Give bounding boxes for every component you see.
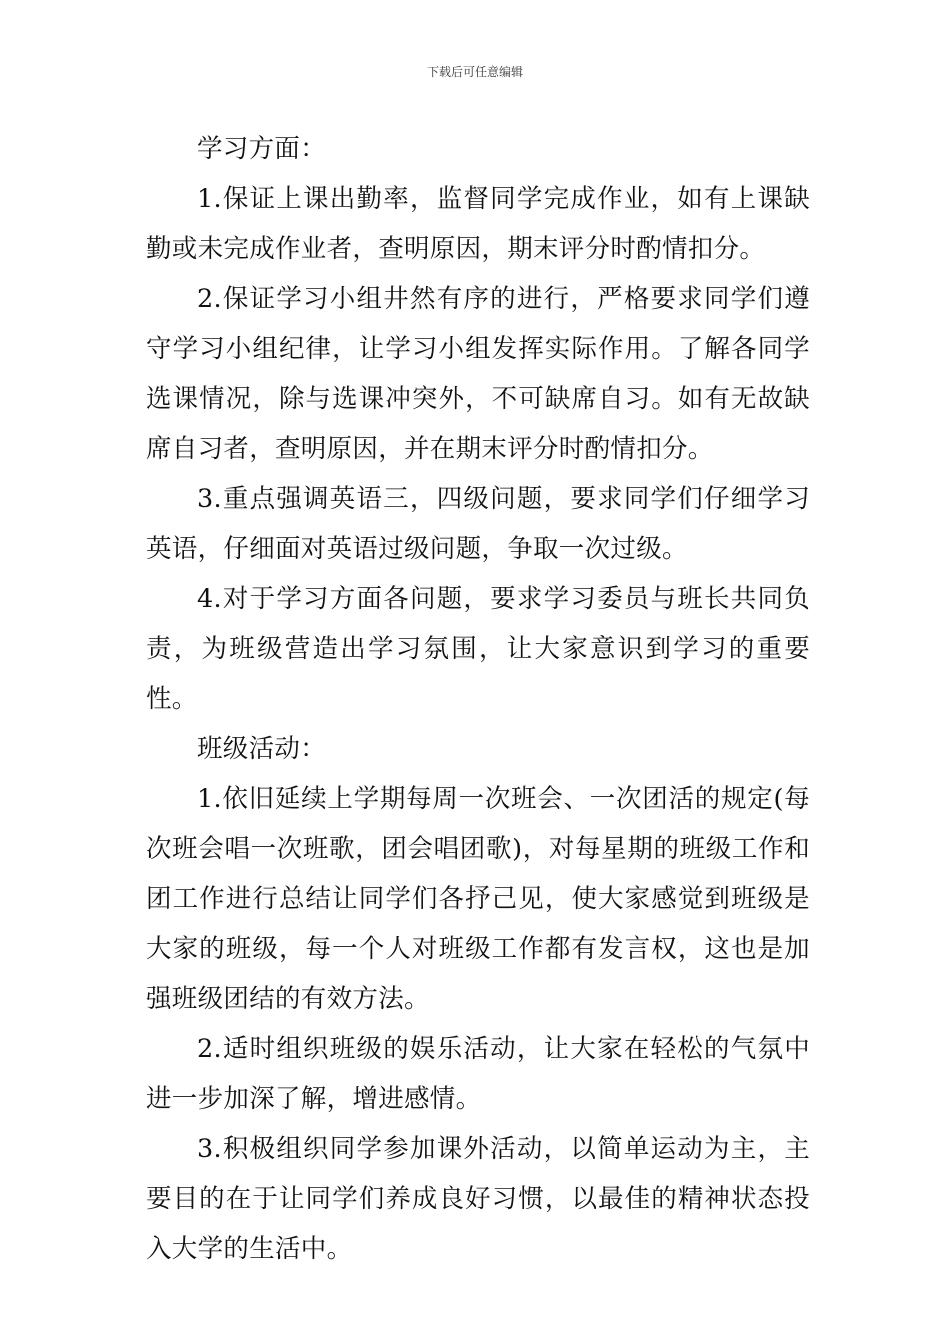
section-heading-study: 学习方面： [197,134,327,164]
page-header: 下载后可任意编辑 [426,65,523,79]
activity-item-1: 1.依旧延续上学期每周一次班会、一次团活的规定(每次班会唱一次班歌，团会唱团歌)，对每星期的班级工作和团工作进行总结让同学们各抒己见，使大家感觉到班级是大家的班级，每一个人对班级工作都有发言权，这也是加强班级团结的有效方法。 [146,784,810,1014]
document-body [146,124,810,1274]
section-heading-activities: 班级活动： [197,734,327,764]
study-item-1: 1.保证上课出勤率，监督同学完成作业，如有上课缺勤或未完成作业者，查明原因，期末评分时酌情扣分。 [146,184,810,264]
study-item-4: 4.对于学习方面各问题，要求学习委员与班长共同负责，为班级营造出学习氛围，让大家意识到学习的重要性。 [146,584,810,714]
study-item-3: 3.重点强调英语三，四级问题，要求同学们仔细学习英语，仔细面对英语过级问题，争取一次过级。 [146,484,810,564]
activity-item-3: 3.积极组织同学参加课外活动，以简单运动为主，主要目的在于让同学们养成良好习惯，以最佳的精神状态投入大学的生活中。 [146,1134,810,1264]
activity-item-2: 2.适时组织班级的娱乐活动，让大家在轻松的气氛中进一步加深了解，增进感情。 [146,1034,810,1114]
study-item-2: 2.保证学习小组井然有序的进行，严格要求同学们遵守学习小组纪律，让学习小组发挥实际作用。了解各同学选课情况，除与选课冲突外，不可缺席自习。如有无故缺席自习者，查明原因，并在期末评分时酌情扣分。 [146,284,810,464]
